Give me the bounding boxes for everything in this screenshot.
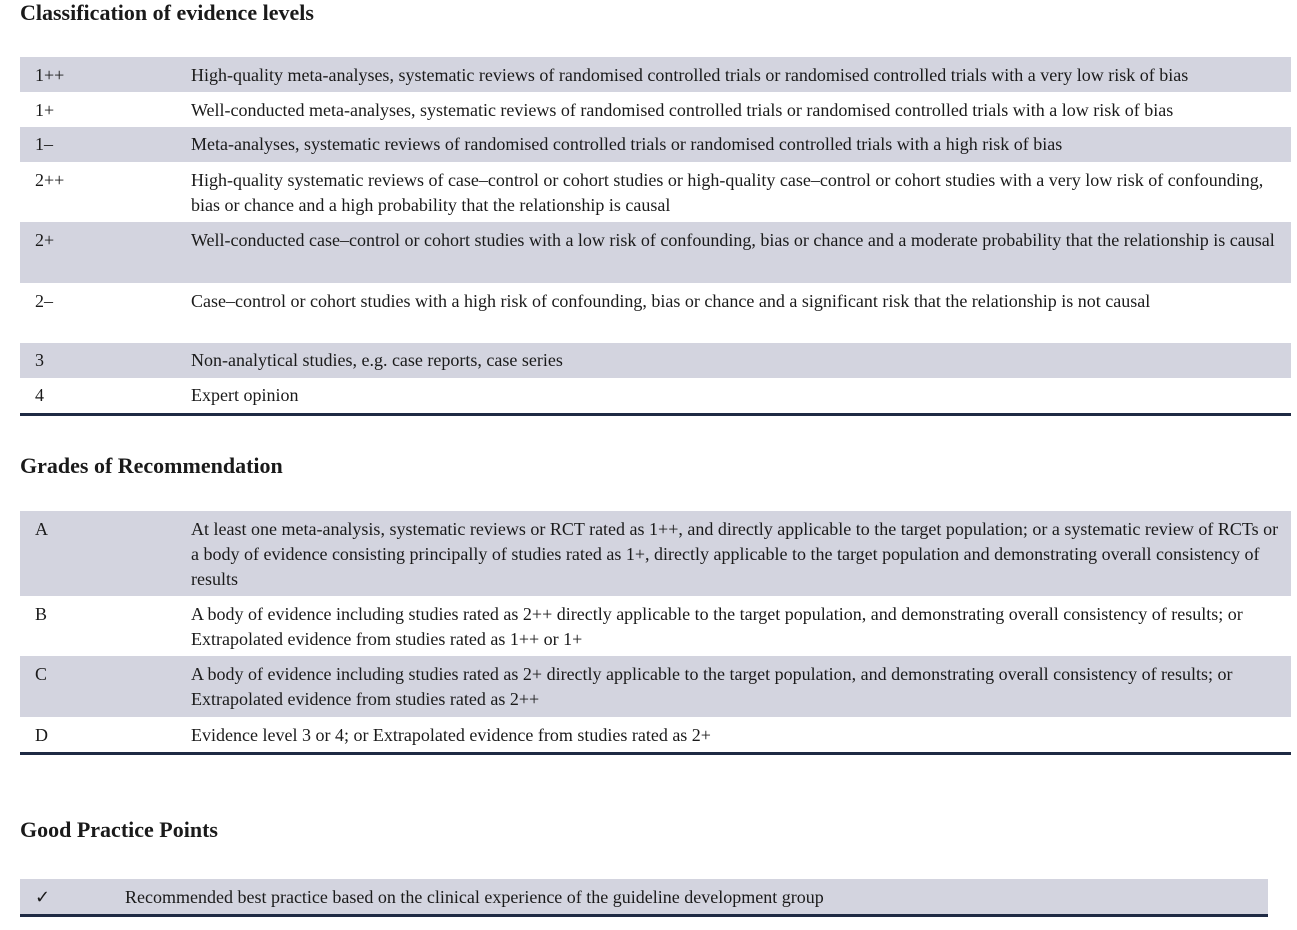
level-code: 2– [35, 291, 53, 311]
evidence-levels-title: Classification of evidence levels [20, 0, 314, 25]
level-description: Meta-analyses, systematic reviews of randomised controlled trials or randomised controlled trials with a high risk of bias [191, 134, 1063, 154]
table-row [20, 283, 1291, 343]
table-row [20, 656, 1291, 717]
grade-description: A body of evidence including studies rated as 2++ directly applicable to the target population, and demonstrating overall consistency of results; or Extrapolated evidence from studies rated as 1++ or 1+ [191, 604, 1243, 649]
grade-code: C [35, 664, 48, 684]
table-row [20, 378, 1291, 413]
evidence-levels-table [20, 57, 1291, 416]
checkmark-glyph: ✓ [35, 887, 51, 908]
level-code: 3 [35, 350, 44, 370]
table-row [20, 92, 1291, 127]
grade-description: A body of evidence including studies rated as 2+ directly applicable to the target population, and demonstrating overall consistency of results; or Extrapolated evidence from studies rated as 2++ [191, 664, 1233, 709]
level-description: Well-conducted case–control or cohort studies with a low risk of confounding, bias or chance and a moderate probability that the relationship is causal [191, 230, 1275, 250]
grade-code: B [35, 604, 48, 624]
level-description: High-quality systematic reviews of case–control or cohort studies or high-quality case–control or cohort studies with a very low risk of confounding, bias or chance and a high probability that the relationship is causal [191, 170, 1264, 215]
level-description: Non-analytical studies, e.g. case reports, case series [191, 350, 563, 370]
table-row [20, 717, 1291, 752]
table-row [20, 162, 1291, 222]
level-description: Case–control or cohort studies with a high risk of confounding, bias or chance and a significant risk that the relationship is not causal [191, 291, 1151, 311]
level-code: 1++ [35, 65, 65, 85]
level-code: 1– [35, 134, 53, 154]
level-description: Expert opinion [191, 385, 299, 405]
level-code: 1+ [35, 100, 55, 120]
table-row [20, 57, 1291, 92]
level-description: Well-conducted meta-analyses, systematic reviews of randomised controlled trials or randomised controlled trials with a low risk of bias [191, 100, 1174, 120]
grade-code: A [35, 519, 48, 539]
gpp-table [20, 879, 1268, 917]
grade-code: D [35, 725, 48, 745]
level-code: 2+ [35, 230, 55, 250]
level-code: 4 [35, 385, 44, 405]
level-code: 2++ [35, 170, 65, 190]
grades-table [20, 511, 1291, 755]
grade-description: At least one meta-analysis, systematic reviews or RCT rated as 1++, and directly applicable to the target population; or a systematic review of RCTs or a body of evidence consisting principally of studies rated as 1+, directly applicable to the target population and demonstrating overall consistency of results [191, 519, 1279, 589]
level-description: High-quality meta-analyses, systematic reviews of randomised controlled trials or randomised controlled trials with a very low risk of bias [191, 65, 1189, 85]
check-icon [20, 885, 125, 914]
table-row [20, 343, 1291, 378]
gpp-title: Good Practice Points [20, 817, 218, 842]
table-row [20, 222, 1291, 283]
table-row [20, 127, 1291, 162]
gpp-description: Recommended best practice based on the clinical experience of the guideline development group [125, 887, 824, 907]
grade-description: Evidence level 3 or 4; or Extrapolated evidence from studies rated as 2+ [191, 725, 711, 745]
table-row [20, 596, 1291, 656]
table-row [20, 511, 1291, 596]
grades-title: Grades of Recommendation [20, 453, 283, 478]
table-row [20, 879, 1268, 914]
